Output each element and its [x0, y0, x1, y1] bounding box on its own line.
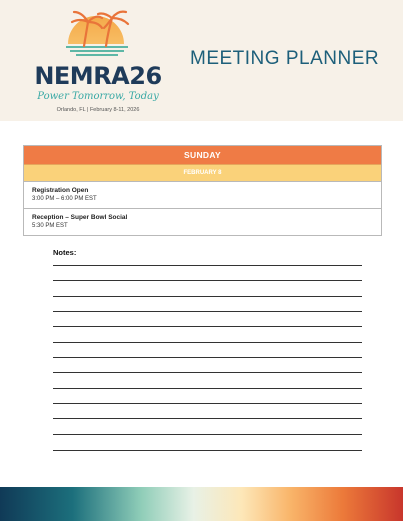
- note-line: [53, 357, 362, 358]
- tagline: Power Tomorrow, Today: [37, 91, 159, 102]
- day-header: SUNDAY: [24, 146, 381, 164]
- event-row: [24, 208, 381, 235]
- brand-wordmark: [30, 62, 166, 90]
- note-line: [53, 403, 362, 404]
- footer-gradient-band: [0, 487, 403, 521]
- event-name: Reception – Super Bowl Social: [32, 214, 128, 221]
- palm-tree-sunset-icon: [58, 8, 138, 60]
- event-time: 3:00 PM – 6:00 PM EST: [32, 196, 97, 202]
- schedule-table: [23, 145, 382, 236]
- note-line: [53, 342, 362, 343]
- notes-label: Notes:: [53, 248, 77, 257]
- note-line: [53, 296, 362, 297]
- note-line: [53, 450, 362, 451]
- brand-year: 26: [129, 62, 162, 90]
- event-name: Registration Open: [32, 187, 89, 194]
- note-line: [53, 311, 362, 312]
- event-time: 5:30 PM EST: [32, 223, 68, 229]
- note-line: [53, 265, 362, 266]
- nemra-logo: [28, 8, 168, 118]
- note-line: [53, 280, 362, 281]
- header: [0, 0, 403, 121]
- brand-name: NEMRA: [34, 62, 130, 90]
- note-line: [53, 388, 362, 389]
- note-line: [53, 372, 362, 373]
- note-line: [53, 326, 362, 327]
- note-line: [53, 418, 362, 419]
- note-line: [53, 434, 362, 435]
- event-location: Orlando, FL | February 8-11, 2026: [56, 107, 140, 113]
- event-row: [24, 181, 381, 208]
- page-title: MEETING PLANNER: [190, 48, 380, 69]
- date-header: FEBRUARY 8: [24, 164, 381, 181]
